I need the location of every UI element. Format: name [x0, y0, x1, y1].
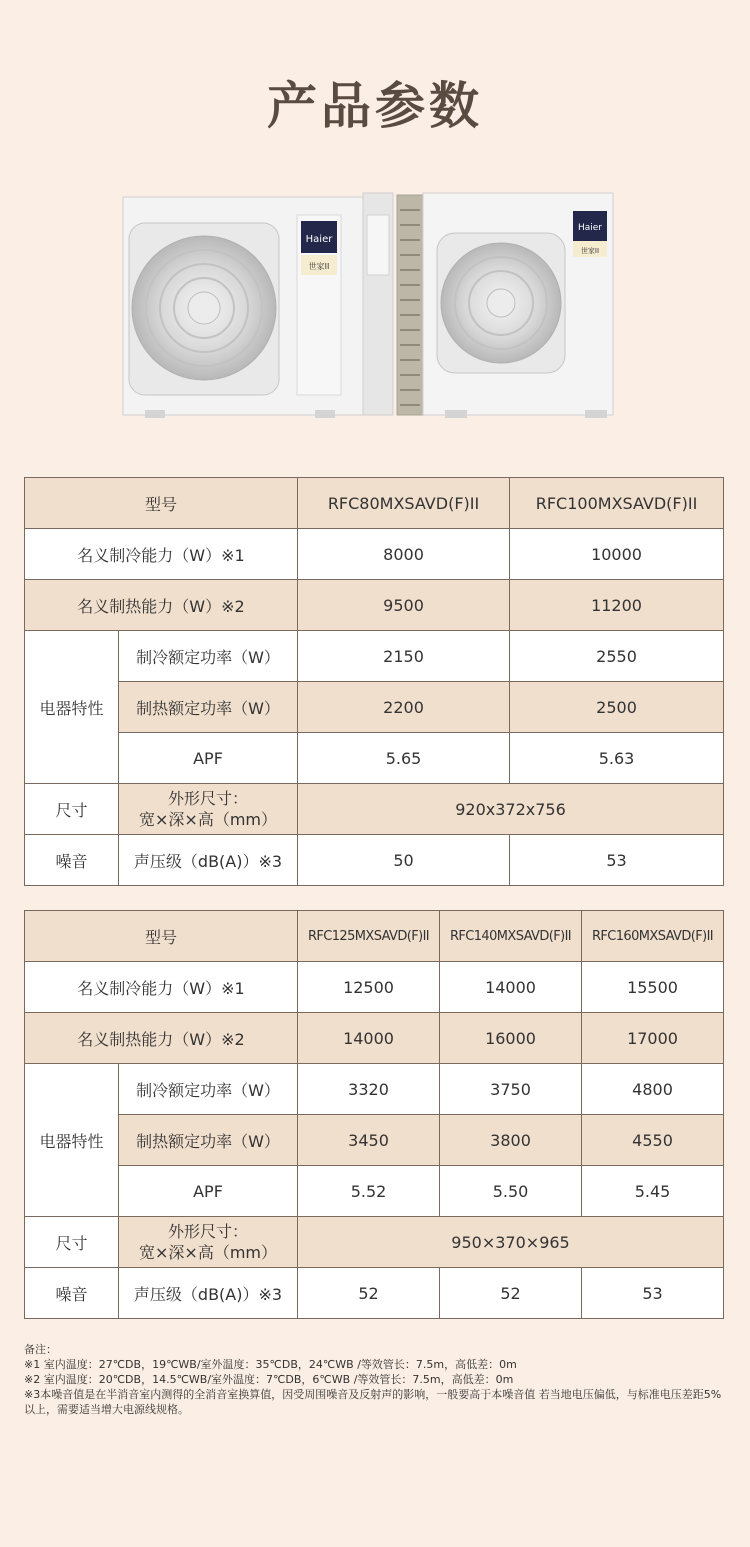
spec-table-1	[24, 477, 724, 886]
cooling-capacity-value: 12500	[298, 962, 440, 1013]
note-line: ※1 室内温度：27℃DB，19℃WB/室外温度：35℃DB，24℃WB /等效管长：7.5m，高低差：0m	[24, 1358, 517, 1371]
model-name: RFC125MXSAVD(F)II	[298, 911, 440, 962]
brand-logo-left: Haier	[305, 234, 333, 245]
table-row	[25, 835, 724, 886]
apf-value: 5.45	[582, 1166, 724, 1217]
heating-power-label: 制热额定功率（W）	[119, 682, 298, 733]
heating-capacity-value: 16000	[440, 1013, 582, 1064]
model-name: RFC140MXSAVD(F)II	[440, 911, 582, 962]
apf-label: APF	[119, 1166, 298, 1217]
cooling-power-value: 4800	[582, 1064, 724, 1115]
heating-power-value: 4550	[582, 1115, 724, 1166]
page-title: 产品参数	[267, 77, 483, 135]
notes	[24, 1342, 724, 1417]
table-row	[25, 631, 724, 682]
cooling-capacity-value: 15500	[582, 962, 724, 1013]
model-name: RFC100MXSAVD(F)II	[510, 478, 724, 529]
size-group-label: 尺寸	[25, 1217, 119, 1268]
table-row	[25, 1217, 724, 1268]
note-line: ※2 室内温度：20℃DB，14.5℃WB/室外温度：7℃DB，6℃WB /等效管长：7.5m，高低差：0m	[24, 1373, 514, 1386]
apf-value: 5.52	[298, 1166, 440, 1217]
noise-value: 52	[298, 1268, 440, 1319]
apf-value: 5.65	[298, 733, 510, 784]
product-image	[115, 185, 625, 425]
apf-label: APF	[119, 733, 298, 784]
cooling-capacity-value: 14000	[440, 962, 582, 1013]
table-row	[25, 478, 724, 529]
table-row	[25, 580, 724, 631]
cooling-power-label: 制冷额定功率（W）	[119, 631, 298, 682]
noise-value: 52	[440, 1268, 582, 1319]
heating-capacity-label: 名义制热能力（W）※2	[25, 1013, 298, 1064]
model-name: RFC160MXSAVD(F)II	[582, 911, 724, 962]
size-label-line-2: 宽×深×高（mm）	[139, 810, 277, 829]
notes-heading: 备注：	[24, 1343, 57, 1356]
table-row	[25, 962, 724, 1013]
size-label	[119, 784, 298, 835]
table-row	[25, 733, 724, 784]
cooling-power-value: 3320	[298, 1064, 440, 1115]
electrical-group-label: 电器特性	[25, 631, 119, 784]
note-line: ※3本噪音值是在半消音室内测得的全消音室换算值，因受周围噪音及反射声的影响，一般要高于本噪音值 若当地电压偏低，与标准电压差距5%以上，需要适当增大电源线规格。	[24, 1388, 722, 1416]
table-row	[25, 784, 724, 835]
heating-capacity-value: 9500	[298, 580, 510, 631]
noise-value: 50	[298, 835, 510, 886]
cooling-power-label: 制冷额定功率（W）	[119, 1064, 298, 1115]
size-label-line-2: 宽×深×高（mm）	[139, 1243, 277, 1262]
electrical-group-label: 电器特性	[25, 1064, 119, 1217]
cooling-power-value: 3750	[440, 1064, 582, 1115]
size-group-label: 尺寸	[25, 784, 119, 835]
right-outdoor-unit	[397, 193, 613, 418]
model-header: 型号	[25, 911, 298, 962]
heating-power-label: 制热额定功率（W）	[119, 1115, 298, 1166]
cooling-power-value: 2150	[298, 631, 510, 682]
apf-value: 5.50	[440, 1166, 582, 1217]
size-value: 920x372x756	[298, 784, 724, 835]
noise-group-label: 噪音	[25, 835, 119, 886]
heating-capacity-value: 14000	[298, 1013, 440, 1064]
series-label-left: 世家II	[308, 262, 330, 271]
cooling-capacity-label: 名义制冷能力（W）※1	[25, 529, 298, 580]
heating-power-value: 3450	[298, 1115, 440, 1166]
heating-capacity-value: 11200	[510, 580, 724, 631]
heating-power-value: 2200	[298, 682, 510, 733]
table-row	[25, 682, 724, 733]
noise-label: 声压级（dB(A)）※3	[119, 1268, 298, 1319]
table-row	[25, 1064, 724, 1115]
size-value: 950×370×965	[298, 1217, 724, 1268]
table-row	[25, 529, 724, 580]
size-label	[119, 1217, 298, 1268]
cooling-power-value: 2550	[510, 631, 724, 682]
model-header: 型号	[25, 478, 298, 529]
table-row	[25, 1013, 724, 1064]
size-label-line-1: 外形尺寸：	[168, 789, 249, 808]
table-row	[25, 911, 724, 962]
noise-group-label: 噪音	[25, 1268, 119, 1319]
table-row	[25, 1115, 724, 1166]
size-label-line-1: 外形尺寸：	[168, 1222, 249, 1241]
noise-label: 声压级（dB(A)）※3	[119, 835, 298, 886]
table-row	[25, 1268, 724, 1319]
series-label-right: 世家II	[580, 247, 600, 255]
brand-logo-right: Haier	[577, 223, 603, 233]
cooling-capacity-value: 8000	[298, 529, 510, 580]
heating-power-value: 2500	[510, 682, 724, 733]
noise-value: 53	[582, 1268, 724, 1319]
table-row	[25, 1166, 724, 1217]
noise-value: 53	[510, 835, 724, 886]
heating-power-value: 3800	[440, 1115, 582, 1166]
left-outdoor-unit	[123, 193, 393, 418]
model-name: RFC80MXSAVD(F)II	[298, 478, 510, 529]
heating-capacity-value: 17000	[582, 1013, 724, 1064]
cooling-capacity-value: 10000	[510, 529, 724, 580]
spec-table-2	[24, 910, 724, 1319]
cooling-capacity-label: 名义制冷能力（W）※1	[25, 962, 298, 1013]
apf-value: 5.63	[510, 733, 724, 784]
heating-capacity-label: 名义制热能力（W）※2	[25, 580, 298, 631]
